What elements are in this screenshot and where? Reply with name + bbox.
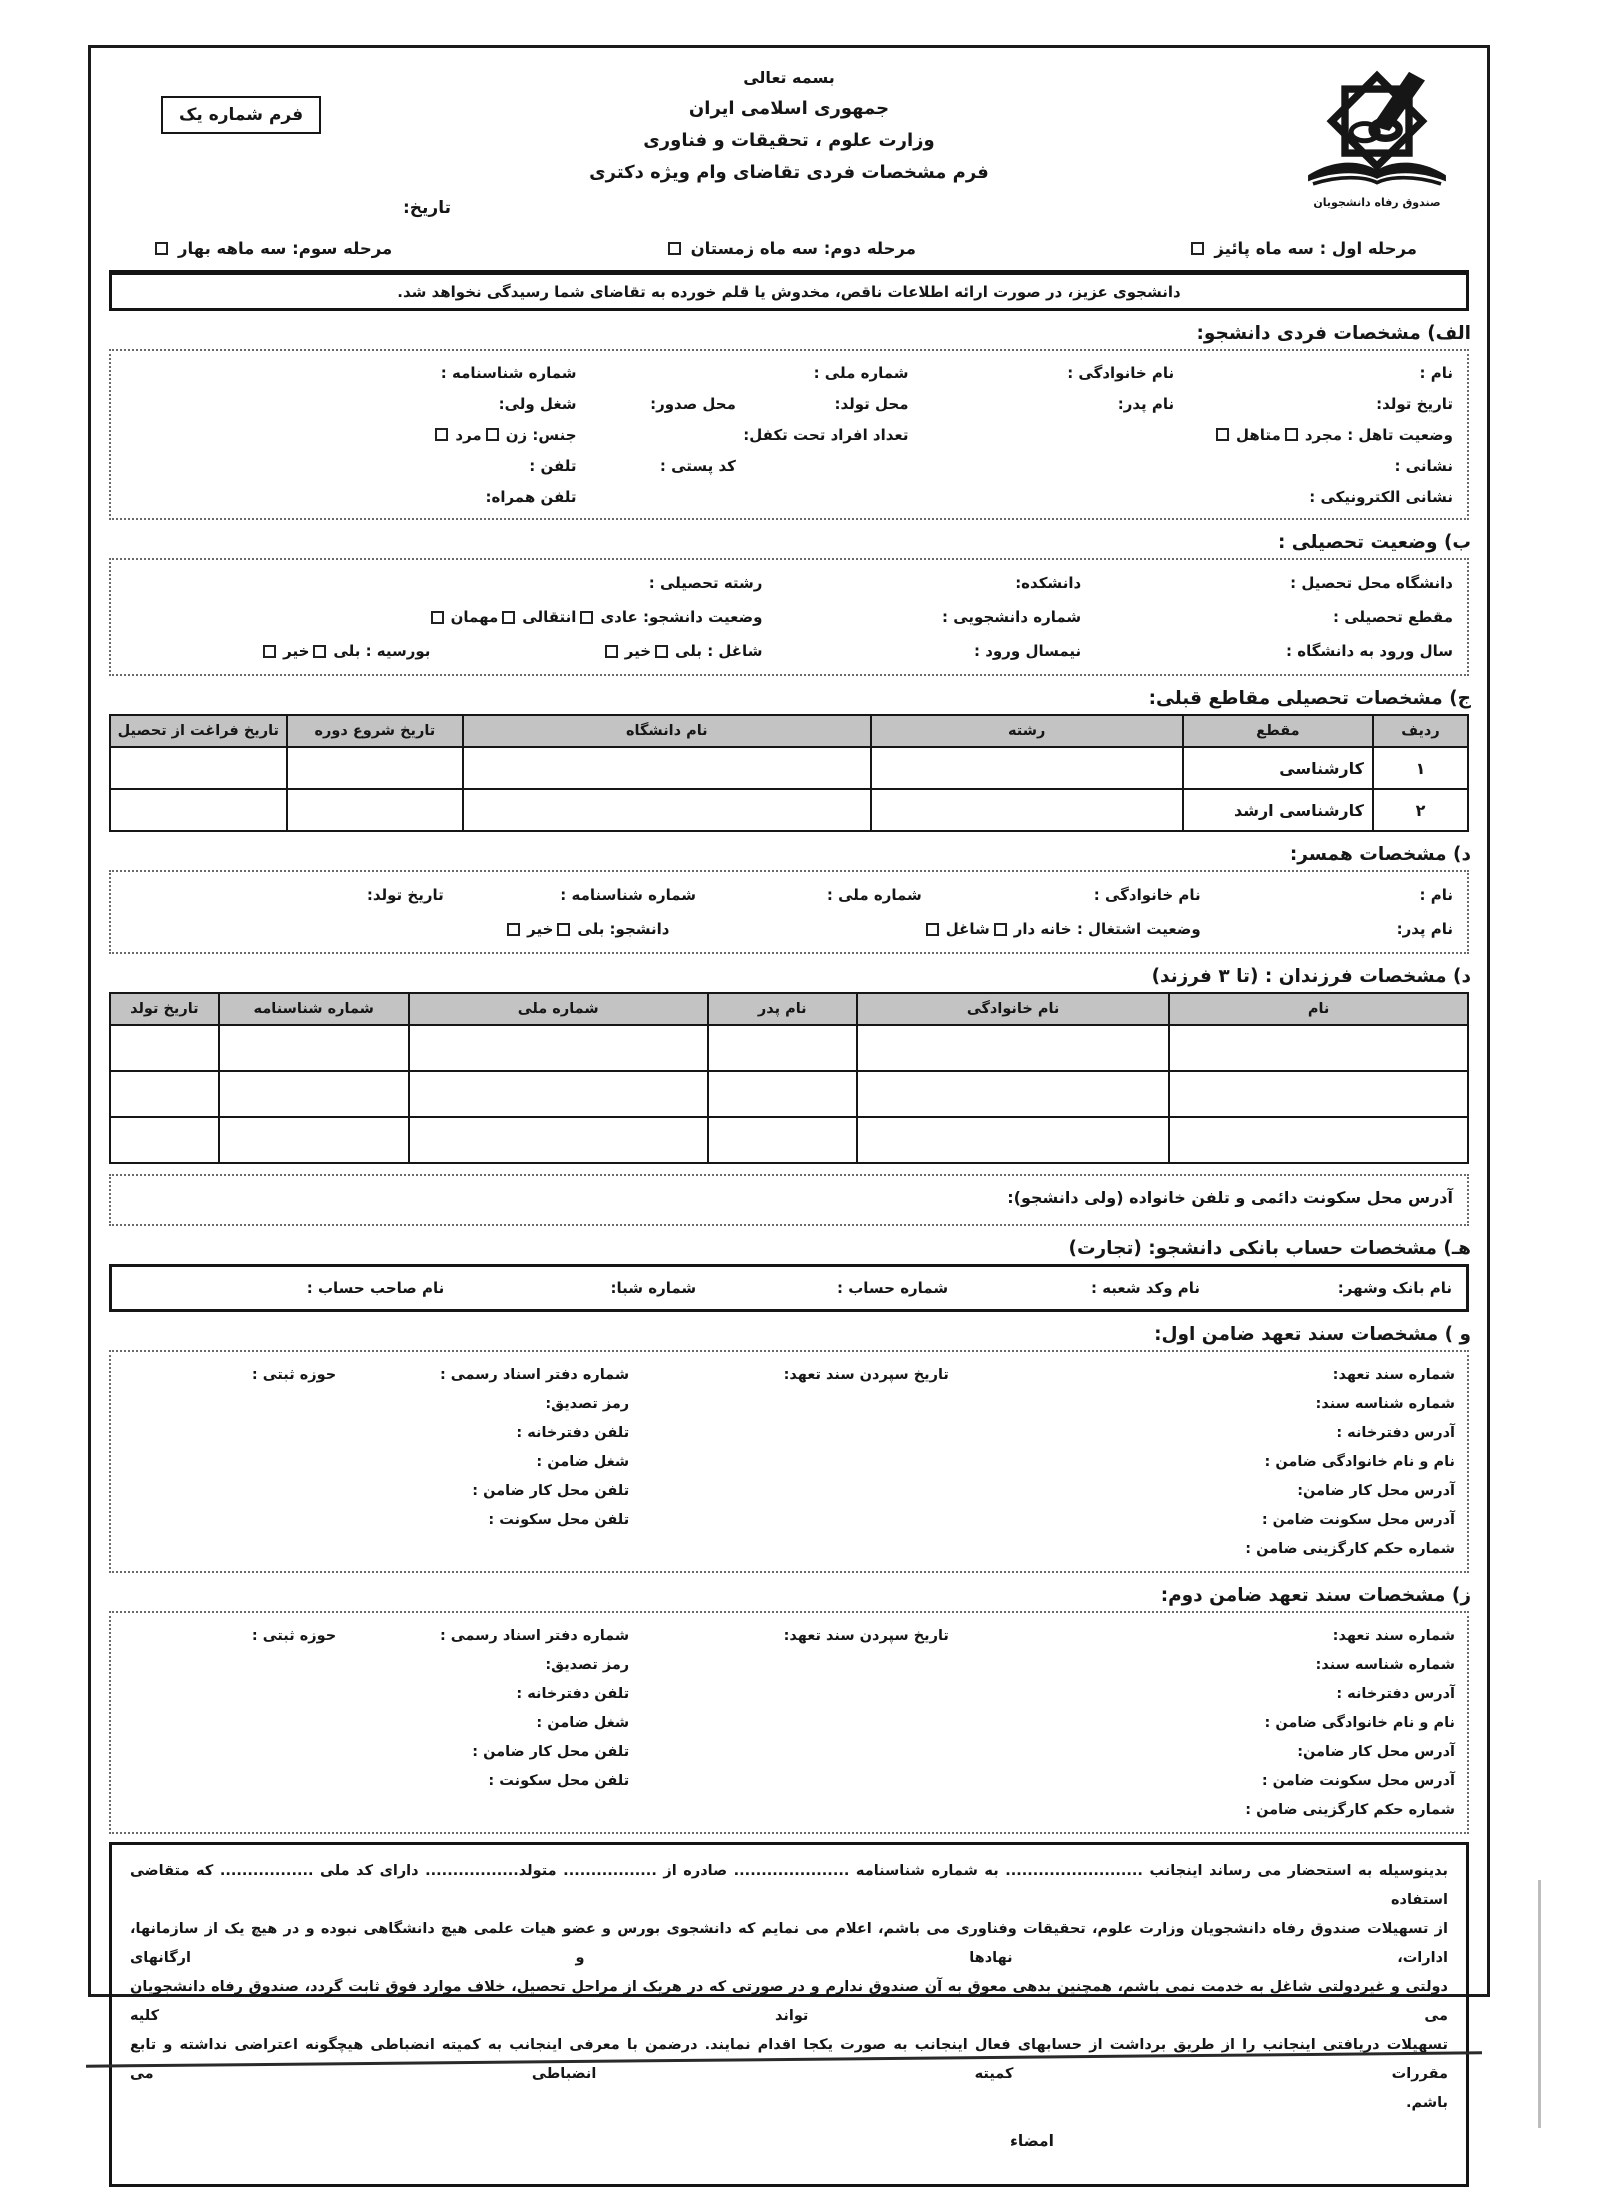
field-address: نشانی : [1394,456,1453,475]
female-checkbox[interactable] [486,428,499,441]
g1-decree-no: شماره حکم کارگزینی ضامن : [1245,1540,1455,1557]
field-entry-year: سال ورود به دانشگاه : [1286,642,1453,660]
declaration-line: تسهیلات دریافتی اینجانب را از طریق برداشت از حسابهای فعال اینجانب به صورت یکجا اقدام نمایند. درضمن با معرفی اینجانب به کمیته انضباطی هیچگونه اعتراضی نداشته و تابع مقررات کمیته انضباطی می [130,2037,1448,2082]
spouse-national-id: شماره ملی : [826,886,922,904]
spouse-box [109,870,1469,954]
g1-registry-zone: حوزه ثبتی : [251,1366,337,1383]
row-no-cell: ۱ [1373,747,1468,789]
spouse-student-status [125,920,669,938]
col-child-name: نام [1169,993,1468,1025]
col-degree: مقطع [1183,715,1373,747]
g1-home-phone: تلفن محل سکونت : [488,1511,630,1528]
child-national-id-cell[interactable] [409,1071,708,1117]
g2-name: نام و نام خانوادگی ضامن : [1264,1714,1455,1731]
g1-work-address: آدرس محل کار ضامن: [1297,1482,1455,1499]
table-header-row [110,993,1468,1025]
g1-verify-code: رمز تصدیق: [545,1395,630,1412]
employed-no-label: خیر [624,642,652,660]
spouse-employed-label: شاغل [945,920,990,938]
country-line: جمهوری اسلامی ایران [688,98,890,119]
child-birth-date-cell[interactable] [110,1025,219,1071]
degree-cell: کارشناسی ارشد [1183,789,1373,831]
table-row [110,1117,1468,1163]
field-major: رشته تحصیلی : [648,574,763,592]
warning-notice: دانشجوی عزیز، در صورت ارائه اطلاعات ناقص، مخدوش یا قلم خورده به تقاضای شما رسیدگی نخواهد شد. [109,270,1469,311]
col-child-family: نام خانوادگی [857,993,1169,1025]
section-a-title: الف) مشخصات فردی دانشجو: [1196,323,1471,344]
g1-office-phone: تلفن دفترخانه : [516,1424,630,1441]
guarantor2-box [109,1611,1469,1834]
housekeeper-checkbox[interactable] [994,923,1007,936]
married-checkbox[interactable] [1216,428,1229,441]
field-phone: تلفن : [529,456,577,475]
row-no-cell: ۲ [1373,789,1468,831]
stage-3 [155,239,392,258]
bank-branch: نام وکد شعبه : [1090,1279,1201,1297]
children-table [109,992,1469,1164]
start-date-cell[interactable] [287,747,464,789]
status-normal-checkbox[interactable] [580,611,593,624]
child-birth-date-cell[interactable] [110,1117,219,1163]
major-cell[interactable] [871,747,1183,789]
child-national-id-cell[interactable] [409,1117,708,1163]
g1-work-phone: تلفن محل کار ضامن : [472,1482,630,1499]
col-child-father: نام پدر [708,993,857,1025]
marital-single-label: وضعیت تاهل : مجرد [1304,425,1453,444]
g2-office-address: آدرس دفترخانه : [1336,1685,1455,1702]
bank-holder: نام صاحب حساب : [306,1279,445,1297]
status-transfer-label: انتقالی [522,608,577,626]
bank-city: نام بانک وشهر: [1337,1279,1452,1297]
child-family-cell[interactable] [857,1025,1169,1071]
status-normal-label: وضعیت دانشجو: عادی [600,608,763,626]
section-g-title: ز) مشخصات سند تعهد ضامن دوم: [1160,1585,1471,1606]
field-name: نام : [1419,363,1453,382]
gender-female-label: جنس: زن [505,425,577,444]
spouse-birth-date: تاریخ تولد: [366,886,444,904]
child-name-cell[interactable] [1169,1071,1468,1117]
field-email: نشانی الکترونیکی : [1309,487,1453,506]
section-e-title: هـ) مشخصات حساب بانکی دانشجو: (تجارت) [1068,1238,1471,1259]
field-national-id: شماره ملی : [813,363,909,382]
g2-job: شغل ضامن : [536,1714,630,1731]
g2-home-address: آدرس محل سکونت ضامن : [1261,1772,1455,1789]
ministry-line: وزارت علوم ، تحقیقات و فناوری [643,130,935,151]
child-father-cell[interactable] [708,1025,857,1071]
spouse-student-yes-checkbox[interactable] [557,923,570,936]
spouse-student-yes-label: دانشجو: بلی [577,920,670,938]
child-birth-date-cell[interactable] [110,1071,219,1117]
bank-box [109,1264,1469,1312]
g2-office-phone: تلفن دفترخانه : [516,1685,630,1702]
g2-home-phone: تلفن محل سکونت : [488,1772,630,1789]
marital-married-label: متاهل [1236,425,1281,444]
spouse-id-card: شماره شناسنامه : [560,886,697,904]
field-father: نام پدر: [1117,394,1175,413]
grad-date-cell[interactable] [110,789,287,831]
date-label: تاریخ: [403,198,451,218]
field-guardian-job: شغل ولی: [498,394,577,413]
grad-date-cell[interactable] [110,747,287,789]
table-row [110,1071,1468,1117]
child-father-cell[interactable] [708,1071,857,1117]
stage-1-label: مرحله اول : سه ماه پائیز [1214,238,1417,258]
section-d-spouse-title: د) مشخصات همسر: [1289,844,1471,865]
field-employed [430,642,762,660]
child-father-cell[interactable] [708,1117,857,1163]
stage-1 [1191,239,1417,258]
stage-selector-row [103,231,1475,263]
stage-3-checkbox[interactable] [155,242,168,255]
g2-work-address: آدرس محل کار ضامن: [1297,1743,1455,1760]
col-child-national-id: شماره ملی [409,993,708,1025]
child-national-id-cell[interactable] [409,1025,708,1071]
form-title: فرم مشخصات فردی تقاضای وام ویژه دکتری [589,162,989,183]
scholarship-yes-checkbox[interactable] [313,645,326,658]
employed-yes-label: شاغل : بلی [675,642,763,660]
guarantor1-box [109,1350,1469,1573]
field-faculty: دانشکده: [1015,574,1082,592]
col-row-no: ردیف [1373,715,1468,747]
table-row [110,747,1468,789]
status-guest-checkbox[interactable] [431,611,444,624]
col-university: نام دانشگاه [463,715,870,747]
g2-doc-no: شماره سند تعهد: [1332,1627,1455,1644]
spouse-housekeeper-label: وضعیت اشتغال : خانه دار [1013,920,1201,938]
declaration-box [109,1842,1469,2187]
field-family: نام خانوادگی : [1067,363,1175,382]
field-student-status [125,608,762,626]
section-b-title: ب) وضعیت تحصیلی : [1277,532,1471,553]
child-id-card-cell[interactable] [219,1071,409,1117]
field-postal-code: کد پستی : [659,456,736,475]
g2-verify-code: رمز تصدیق: [545,1656,630,1673]
declaration-line: از تسهیلات صندوق رفاه دانشجویان وزارت علوم، تحقیقات وفناوری می باشم، اعلام می نمایم که دانشجوی بورس و عضو هیات علمی هیچ دانشگاهی نبوده و در هیچ یک از سازمانها، ادارات، نهادها و ارگانهای [130,1921,1448,1966]
field-scholarship [125,642,430,660]
stage-2-checkbox[interactable] [668,242,681,255]
field-id-card: شماره شناسنامه : [440,363,577,382]
logo-caption: صندوق رفاه دانشجویان [1313,196,1441,209]
col-child-birth-date: تاریخ تولد [110,993,219,1025]
employed-no-checkbox[interactable] [605,645,618,658]
stage-2 [668,239,916,258]
field-gender [125,426,577,444]
g1-doc-id: شماره شناسه سند: [1315,1395,1455,1412]
student-welfare-fund-logo [1302,62,1452,190]
field-level: مقطع تحصیلی : [1332,608,1453,626]
g1-name: نام و نام خانوادگی ضامن : [1264,1453,1455,1470]
declaration-line: باشم. [1405,2095,1448,2111]
section-c-title: ج) مشخصات تحصیلی مقاطع قبلی: [1148,688,1471,709]
g2-registry-office-no: شماره دفتر اسناد رسمی : [439,1627,630,1644]
field-entry-term: نیمسال ورود : [974,642,1082,660]
g1-deposit-date: تاریخ سپردن سند تعهد: [783,1366,949,1383]
child-family-cell[interactable] [857,1117,1169,1163]
scan-edge-shadow [1538,1880,1541,2128]
single-checkbox[interactable] [1285,428,1298,441]
col-start-date: تاریخ شروع دوره [287,715,464,747]
logo-block [1287,62,1467,209]
section-d-children-title: د) مشخصات فرزندان : (تا ۳ فرزند) [1151,966,1471,987]
family-address-label: آدرس محل سکونت دائمی و تلفن خانواده (ولی دانشجو): [1007,1188,1453,1207]
field-marital [909,426,1453,444]
field-birth-date: تاریخ تولد: [1376,394,1453,413]
spouse-father: نام پدر: [1396,920,1453,938]
bismillah-line: بسمه تعالی [743,68,835,87]
gender-male-label: مرد [455,425,482,444]
field-university: دانشگاه محل تحصیل : [1290,574,1453,592]
field-student-no: شماره دانشجویی : [942,608,1082,626]
university-cell[interactable] [463,747,870,789]
g2-work-phone: تلفن محل کار ضامن : [472,1743,630,1760]
spouse-name: نام : [1419,886,1453,904]
employed-yes-checkbox[interactable] [655,645,668,658]
field-issue-place: محل صدور: [650,394,736,413]
child-name-cell[interactable] [1169,1025,1468,1071]
scholarship-no-label: خیر [283,642,310,660]
stage-2-label: مرحله دوم: سه ماه زمستان [690,238,917,258]
education-box [109,558,1469,676]
g1-office-address: آدرس دفترخانه : [1336,1424,1455,1441]
g2-deposit-date: تاریخ سپردن سند تعهد: [783,1627,949,1644]
form-page-border [88,45,1490,2150]
child-id-card-cell[interactable] [219,1025,409,1071]
g2-decree-no: شماره حکم کارگزینی ضامن : [1245,1801,1455,1818]
section-f-title: و ) مشخصات سند تعهد ضامن اول: [1154,1324,1471,1345]
child-name-cell[interactable] [1169,1117,1468,1163]
form-header [103,48,1475,231]
spouse-student-no-label: خیر [527,920,554,938]
g1-home-address: آدرس محل سکونت ضامن : [1261,1511,1455,1528]
field-dependents: تعداد افراد تحت تکفل: [743,425,909,444]
col-major: رشته [871,715,1183,747]
previous-degrees-table [109,714,1469,832]
spouse-family: نام خانوادگی : [1093,886,1201,904]
table-row [110,1025,1468,1071]
stage-3-label: مرحله سوم: سه ماهه بهار [178,238,393,258]
field-birth-place: محل تولد: [834,394,909,413]
bank-sheba: شماره شبا: [610,1279,697,1297]
stage-1-checkbox[interactable] [1191,242,1204,255]
declaration-line: بدینوسیله به استحضار می رساند اینجانب ......................... به شماره شناسنامه ..................... صادره از ................. متولد................. دارای کد ملی ................. که متقاضی استفاده [130,1863,1448,1908]
child-id-card-cell[interactable] [219,1117,409,1163]
university-cell[interactable] [463,789,870,831]
g2-doc-id: شماره شناسه سند: [1315,1656,1455,1673]
field-mobile: تلفن همراه: [485,487,577,506]
table-row [110,789,1468,831]
major-cell[interactable] [871,789,1183,831]
g1-doc-no: شماره سند تعهد: [1332,1366,1455,1383]
male-checkbox[interactable] [435,428,448,441]
status-transfer-checkbox[interactable] [502,611,515,624]
table-header-row [110,715,1468,747]
bank-account-no: شماره حساب : [836,1279,949,1297]
signature-label: امضاء [1010,2132,1054,2150]
declaration-line: دولتی و غیردولتی شاغل به خدمت نمی باشم، همچنین بدهی معوق به آن صندوق ندارم و در صورتی که در هریک از مراحل تحصیل، خلاف موارد فوق ثابت گردد، صندوق رفاه دانشجویان می تواند کلیه [130,1979,1448,2024]
form-number-box: فرم شماره یک [161,96,321,134]
student-info-box [109,349,1469,520]
col-grad-date: تاریخ فراغت از تحصیل [110,715,287,747]
spouse-student-no-checkbox[interactable] [507,923,520,936]
col-child-id-card: شماره شناسنامه [219,993,409,1025]
status-guest-label: مهمان [450,608,499,626]
scholarship-no-checkbox[interactable] [263,645,276,658]
family-address-box [109,1174,1469,1226]
g1-registry-office-no: شماره دفتر اسناد رسمی : [439,1366,630,1383]
g2-registry-zone: حوزه ثبتی : [251,1627,337,1644]
scholarship-yes-label: بورسیه : بلی [333,642,431,660]
g1-job: شغل ضامن : [536,1453,630,1470]
child-family-cell[interactable] [857,1071,1169,1117]
degree-cell: کارشناسی [1183,747,1373,789]
spouse-employed-checkbox[interactable] [926,923,939,936]
spouse-employment [670,920,1201,938]
start-date-cell[interactable] [287,789,464,831]
